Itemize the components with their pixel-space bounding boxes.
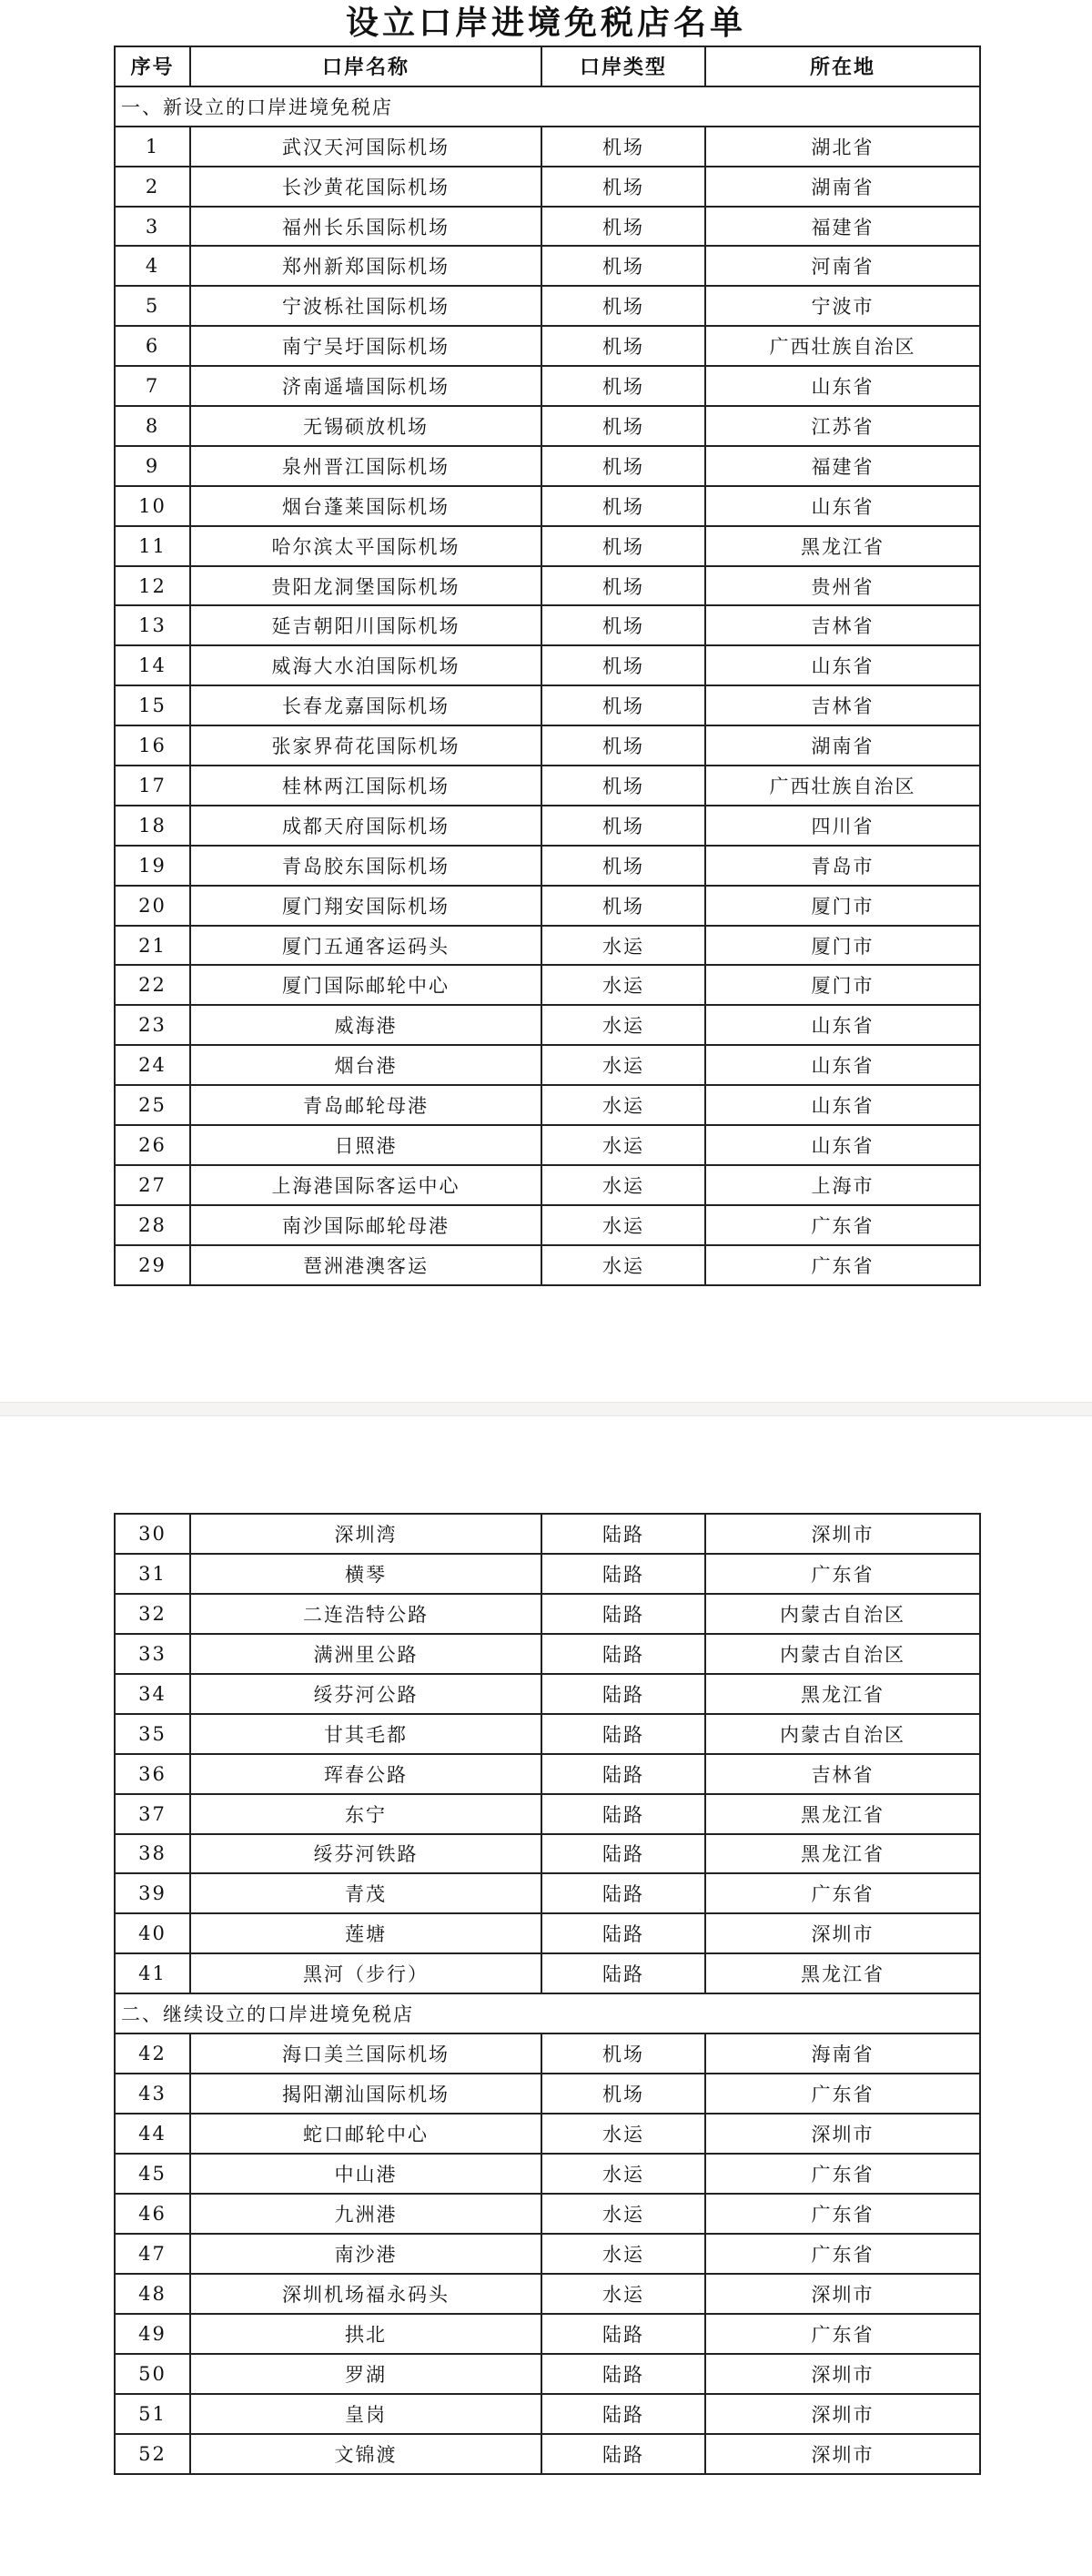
table-row — [115, 207, 980, 247]
table-row — [115, 446, 980, 486]
table-row — [115, 2154, 980, 2194]
cell-port-type: 水运 — [541, 1205, 705, 1245]
cell-port-type: 水运 — [541, 1005, 705, 1045]
cell-port-type: 水运 — [541, 1045, 705, 1085]
cell-location: 深圳市 — [705, 2434, 980, 2474]
cell-location: 江苏省 — [705, 406, 980, 446]
cell-location: 山东省 — [705, 1045, 980, 1085]
cell-location: 海南省 — [705, 2033, 980, 2074]
cell-serial: 29 — [115, 1245, 190, 1285]
cell-serial: 21 — [115, 926, 190, 966]
table-row — [115, 1245, 980, 1285]
table-row — [115, 1554, 980, 1594]
cell-location: 山东省 — [705, 1085, 980, 1125]
cell-port-type: 水运 — [541, 965, 705, 1005]
cell-port-name: 青岛邮轮母港 — [190, 1085, 541, 1125]
cell-serial: 22 — [115, 965, 190, 1005]
cell-port-type: 陆路 — [541, 1794, 705, 1834]
cell-port-name: 无锡硕放机场 — [190, 406, 541, 446]
cell-port-type: 机场 — [541, 526, 705, 566]
cell-location: 厦门市 — [705, 926, 980, 966]
cell-port-type: 陆路 — [541, 1714, 705, 1754]
table-row — [115, 2314, 980, 2354]
cell-port-type: 陆路 — [541, 2314, 705, 2354]
cell-serial: 12 — [115, 566, 190, 606]
cell-port-name: 拱北 — [190, 2314, 541, 2354]
cell-serial: 33 — [115, 1634, 190, 1674]
cell-location: 深圳市 — [705, 2274, 980, 2314]
table-row — [115, 1714, 980, 1754]
table-row — [115, 1005, 980, 1045]
table-row — [115, 1834, 980, 1874]
cell-location: 湖南省 — [705, 167, 980, 207]
cell-port-name: 延吉朝阳川国际机场 — [190, 605, 541, 645]
cell-serial: 48 — [115, 2274, 190, 2314]
cell-port-type: 水运 — [541, 2234, 705, 2274]
cell-serial: 19 — [115, 846, 190, 886]
cell-serial: 52 — [115, 2434, 190, 2474]
cell-port-name: 罗湖 — [190, 2354, 541, 2394]
cell-port-name: 绥芬河公路 — [190, 1674, 541, 1714]
cell-port-name: 东宁 — [190, 1794, 541, 1834]
cell-port-type: 陆路 — [541, 2434, 705, 2474]
cell-port-type: 水运 — [541, 2274, 705, 2314]
table-row — [115, 1514, 980, 1554]
cell-port-type: 机场 — [541, 886, 705, 926]
cell-serial: 38 — [115, 1834, 190, 1874]
table-row — [115, 1205, 980, 1245]
cell-serial: 40 — [115, 1913, 190, 1953]
cell-port-type: 机场 — [541, 127, 705, 167]
cell-port-name: 济南遥墙国际机场 — [190, 366, 541, 406]
cell-serial: 14 — [115, 645, 190, 685]
cell-location: 广东省 — [705, 2074, 980, 2114]
cell-port-name: 贵阳龙洞堡国际机场 — [190, 566, 541, 606]
cell-location: 黑龙江省 — [705, 1674, 980, 1714]
cell-port-name: 黑河（步行） — [190, 1953, 541, 1993]
cell-location: 厦门市 — [705, 886, 980, 926]
page-title: 设立口岸进境免税店名单 — [345, 4, 746, 42]
cell-location: 山东省 — [705, 1125, 980, 1165]
cell-location: 广东省 — [705, 1554, 980, 1594]
table-row — [115, 2274, 980, 2314]
cell-location: 广西壮族自治区 — [705, 326, 980, 366]
cell-location: 黑龙江省 — [705, 526, 980, 566]
cell-serial: 5 — [115, 286, 190, 326]
cell-port-name: 南沙港 — [190, 2234, 541, 2274]
table-row — [115, 1085, 980, 1125]
table-row — [115, 2114, 980, 2154]
table-row — [115, 926, 980, 966]
cell-port-type: 机场 — [541, 167, 705, 207]
table-row — [115, 766, 980, 806]
cell-serial: 27 — [115, 1165, 190, 1205]
cell-port-name: 甘其毛都 — [190, 1714, 541, 1754]
table-row — [115, 127, 980, 167]
table-row — [115, 2194, 980, 2234]
cell-port-name: 威海港 — [190, 1005, 541, 1045]
table-row — [115, 1754, 980, 1794]
cell-port-type: 陆路 — [541, 1674, 705, 1714]
cell-serial: 25 — [115, 1085, 190, 1125]
cell-port-name: 福州长乐国际机场 — [190, 207, 541, 247]
cell-serial: 9 — [115, 446, 190, 486]
cell-port-name: 厦门五通客运码头 — [190, 926, 541, 966]
cell-serial: 15 — [115, 685, 190, 725]
cell-location: 广西壮族自治区 — [705, 766, 980, 806]
cell-port-name: 二连浩特公路 — [190, 1594, 541, 1634]
cell-serial: 28 — [115, 1205, 190, 1245]
cell-serial: 45 — [115, 2154, 190, 2194]
cell-serial: 43 — [115, 2074, 190, 2114]
cell-port-type: 陆路 — [541, 2354, 705, 2394]
cell-location: 宁波市 — [705, 286, 980, 326]
cell-port-name: 九洲港 — [190, 2194, 541, 2234]
cell-port-name: 张家界荷花国际机场 — [190, 725, 541, 766]
cell-location: 深圳市 — [705, 2394, 980, 2434]
cell-location: 深圳市 — [705, 1514, 980, 1554]
cell-port-type: 机场 — [541, 406, 705, 446]
cell-port-name: 莲塘 — [190, 1913, 541, 1953]
cell-port-name: 哈尔滨太平国际机场 — [190, 526, 541, 566]
section-title-new: 一、新设立的口岸进境免税店 — [115, 86, 980, 127]
page-break — [0, 1402, 1092, 1416]
cell-serial: 46 — [115, 2194, 190, 2234]
header-location: 所在地 — [705, 46, 980, 86]
cell-location: 内蒙古自治区 — [705, 1594, 980, 1634]
header-port-name: 口岸名称 — [190, 46, 541, 86]
cell-port-name: 绥芬河铁路 — [190, 1834, 541, 1874]
cell-serial: 3 — [115, 207, 190, 247]
cell-location: 广东省 — [705, 1873, 980, 1913]
cell-port-type: 陆路 — [541, 1834, 705, 1874]
cell-serial: 6 — [115, 326, 190, 366]
cell-port-name: 海口美兰国际机场 — [190, 2033, 541, 2074]
cell-port-type: 陆路 — [541, 1913, 705, 1953]
table-row — [115, 846, 980, 886]
cell-port-name: 揭阳潮汕国际机场 — [190, 2074, 541, 2114]
table-row — [115, 406, 980, 446]
cell-port-name: 成都天府国际机场 — [190, 806, 541, 846]
cell-serial: 11 — [115, 526, 190, 566]
table-row — [115, 566, 980, 606]
cell-port-name: 琶洲港澳客运 — [190, 1245, 541, 1285]
cell-port-type: 水运 — [541, 1165, 705, 1205]
cell-location: 深圳市 — [705, 1913, 980, 1953]
cell-port-type: 机场 — [541, 486, 705, 526]
cell-location: 山东省 — [705, 366, 980, 406]
cell-port-name: 威海大水泊国际机场 — [190, 645, 541, 685]
table-row — [115, 2394, 980, 2434]
table-row — [115, 1794, 980, 1834]
cell-location: 福建省 — [705, 446, 980, 486]
cell-location: 黑龙江省 — [705, 1794, 980, 1834]
table-row — [115, 605, 980, 645]
table-row — [115, 2033, 980, 2074]
cell-port-type: 陆路 — [541, 1594, 705, 1634]
cell-location: 山东省 — [705, 486, 980, 526]
cell-location: 吉林省 — [705, 605, 980, 645]
cell-port-name: 烟台港 — [190, 1045, 541, 1085]
cell-port-name: 青茂 — [190, 1873, 541, 1913]
cell-serial: 50 — [115, 2354, 190, 2394]
cell-port-type: 机场 — [541, 207, 705, 247]
cell-serial: 39 — [115, 1873, 190, 1913]
table-row — [115, 1873, 980, 1913]
cell-serial: 36 — [115, 1754, 190, 1794]
cell-serial: 8 — [115, 406, 190, 446]
cell-port-name: 宁波栎社国际机场 — [190, 286, 541, 326]
cell-location: 内蒙古自治区 — [705, 1714, 980, 1754]
cell-serial: 18 — [115, 806, 190, 846]
cell-port-type: 机场 — [541, 366, 705, 406]
duty-free-table-page-2 — [114, 1513, 981, 2475]
cell-port-name: 日照港 — [190, 1125, 541, 1165]
cell-serial: 41 — [115, 1953, 190, 1993]
cell-port-name: 上海港国际客运中心 — [190, 1165, 541, 1205]
cell-location: 山东省 — [705, 645, 980, 685]
table-row — [115, 1953, 980, 1993]
cell-location: 广东省 — [705, 2194, 980, 2234]
cell-serial: 17 — [115, 766, 190, 806]
cell-serial: 44 — [115, 2114, 190, 2154]
cell-serial: 7 — [115, 366, 190, 406]
cell-serial: 47 — [115, 2234, 190, 2274]
cell-location: 湖北省 — [705, 127, 980, 167]
table-row — [115, 1594, 980, 1634]
cell-location: 山东省 — [705, 1005, 980, 1045]
cell-port-type: 机场 — [541, 685, 705, 725]
cell-port-type: 机场 — [541, 2074, 705, 2114]
section-title-continued: 二、继续设立的口岸进境免税店 — [115, 1993, 980, 2033]
cell-port-name: 郑州新郑国际机场 — [190, 246, 541, 286]
cell-serial: 1 — [115, 127, 190, 167]
cell-port-name: 南沙国际邮轮母港 — [190, 1205, 541, 1245]
table-row — [115, 685, 980, 725]
cell-serial: 30 — [115, 1514, 190, 1554]
cell-port-name: 长春龙嘉国际机场 — [190, 685, 541, 725]
cell-serial: 24 — [115, 1045, 190, 1085]
cell-port-type: 机场 — [541, 446, 705, 486]
cell-serial: 37 — [115, 1794, 190, 1834]
table-row — [115, 1165, 980, 1205]
cell-port-type: 机场 — [541, 766, 705, 806]
cell-location: 厦门市 — [705, 965, 980, 1005]
cell-port-type: 陆路 — [541, 2394, 705, 2434]
table-row — [115, 286, 980, 326]
cell-port-name: 桂林两江国际机场 — [190, 766, 541, 806]
section-row-new — [115, 86, 980, 127]
table-row — [115, 645, 980, 685]
cell-port-type: 机场 — [541, 326, 705, 366]
cell-port-type: 机场 — [541, 566, 705, 606]
cell-port-name: 深圳机场福永码头 — [190, 2274, 541, 2314]
cell-location: 黑龙江省 — [705, 1953, 980, 1993]
cell-port-name: 皇岗 — [190, 2394, 541, 2434]
cell-port-name: 长沙黄花国际机场 — [190, 167, 541, 207]
cell-serial: 4 — [115, 246, 190, 286]
cell-port-name: 南宁吴圩国际机场 — [190, 326, 541, 366]
cell-port-name: 珲春公路 — [190, 1754, 541, 1794]
table-row — [115, 1125, 980, 1165]
cell-port-type: 机场 — [541, 725, 705, 766]
table-row — [115, 366, 980, 406]
table-row — [115, 1674, 980, 1714]
cell-port-type: 水运 — [541, 2194, 705, 2234]
cell-serial: 10 — [115, 486, 190, 526]
cell-port-type: 水运 — [541, 2154, 705, 2194]
cell-serial: 49 — [115, 2314, 190, 2354]
table-row — [115, 1634, 980, 1674]
cell-port-type: 水运 — [541, 1085, 705, 1125]
cell-location: 湖南省 — [705, 725, 980, 766]
cell-port-type: 陆路 — [541, 1754, 705, 1794]
cell-location: 深圳市 — [705, 2354, 980, 2394]
cell-location: 广东省 — [705, 2234, 980, 2274]
table-row — [115, 1045, 980, 1085]
table-row — [115, 486, 980, 526]
cell-port-type: 水运 — [541, 926, 705, 966]
cell-port-name: 深圳湾 — [190, 1514, 541, 1554]
table-row — [115, 1913, 980, 1953]
cell-port-name: 厦门翔安国际机场 — [190, 886, 541, 926]
cell-port-name: 文锦渡 — [190, 2434, 541, 2474]
table-row — [115, 806, 980, 846]
table-row — [115, 2434, 980, 2474]
cell-location: 吉林省 — [705, 685, 980, 725]
cell-location: 河南省 — [705, 246, 980, 286]
cell-port-type: 机场 — [541, 286, 705, 326]
cell-serial: 51 — [115, 2394, 190, 2434]
cell-port-type: 机场 — [541, 246, 705, 286]
cell-serial: 32 — [115, 1594, 190, 1634]
cell-serial: 20 — [115, 886, 190, 926]
table-row — [115, 167, 980, 207]
cell-port-type: 水运 — [541, 1245, 705, 1285]
table-row — [115, 2234, 980, 2274]
cell-port-type: 机场 — [541, 2033, 705, 2074]
cell-port-type: 水运 — [541, 2114, 705, 2154]
cell-port-name: 满洲里公路 — [190, 1634, 541, 1674]
cell-port-name: 青岛胶东国际机场 — [190, 846, 541, 886]
cell-port-type: 陆路 — [541, 1514, 705, 1554]
cell-location: 上海市 — [705, 1165, 980, 1205]
cell-serial: 42 — [115, 2033, 190, 2074]
cell-location: 四川省 — [705, 806, 980, 846]
section-row-continued — [115, 1993, 980, 2033]
cell-port-name: 烟台蓬莱国际机场 — [190, 486, 541, 526]
duty-free-table-page-1 — [114, 46, 981, 1286]
table-row — [115, 2074, 980, 2114]
table-row — [115, 725, 980, 766]
cell-port-type: 机场 — [541, 605, 705, 645]
cell-serial: 26 — [115, 1125, 190, 1165]
cell-port-type: 陆路 — [541, 1873, 705, 1913]
cell-location: 广东省 — [705, 2154, 980, 2194]
cell-serial: 2 — [115, 167, 190, 207]
header-port-type: 口岸类型 — [541, 46, 705, 86]
cell-port-name: 蛇口邮轮中心 — [190, 2114, 541, 2154]
table-row — [115, 886, 980, 926]
cell-port-type: 陆路 — [541, 1554, 705, 1594]
table-row — [115, 526, 980, 566]
cell-port-type: 机场 — [541, 846, 705, 886]
table-row — [115, 2354, 980, 2394]
cell-location: 广东省 — [705, 2314, 980, 2354]
cell-port-name: 武汉天河国际机场 — [190, 127, 541, 167]
cell-serial: 23 — [115, 1005, 190, 1045]
cell-serial: 35 — [115, 1714, 190, 1754]
table-header-row — [115, 46, 980, 86]
cell-port-type: 机场 — [541, 806, 705, 846]
table-row — [115, 326, 980, 366]
table-row — [115, 965, 980, 1005]
cell-port-type: 机场 — [541, 645, 705, 685]
cell-serial: 16 — [115, 725, 190, 766]
cell-port-type: 陆路 — [541, 1953, 705, 1993]
table-row — [115, 246, 980, 286]
cell-location: 福建省 — [705, 207, 980, 247]
cell-serial: 31 — [115, 1554, 190, 1594]
cell-location: 青岛市 — [705, 846, 980, 886]
cell-location: 深圳市 — [705, 2114, 980, 2154]
cell-port-name: 厦门国际邮轮中心 — [190, 965, 541, 1005]
cell-port-name: 中山港 — [190, 2154, 541, 2194]
cell-port-name: 泉州晋江国际机场 — [190, 446, 541, 486]
cell-location: 广东省 — [705, 1205, 980, 1245]
cell-location: 贵州省 — [705, 566, 980, 606]
cell-location: 广东省 — [705, 1245, 980, 1285]
cell-port-name: 横琴 — [190, 1554, 541, 1594]
cell-port-type: 陆路 — [541, 1634, 705, 1674]
cell-location: 黑龙江省 — [705, 1834, 980, 1874]
cell-serial: 13 — [115, 605, 190, 645]
cell-location: 吉林省 — [705, 1754, 980, 1794]
cell-serial: 34 — [115, 1674, 190, 1714]
cell-location: 内蒙古自治区 — [705, 1634, 980, 1674]
cell-port-type: 水运 — [541, 1125, 705, 1165]
header-serial: 序号 — [115, 46, 190, 86]
